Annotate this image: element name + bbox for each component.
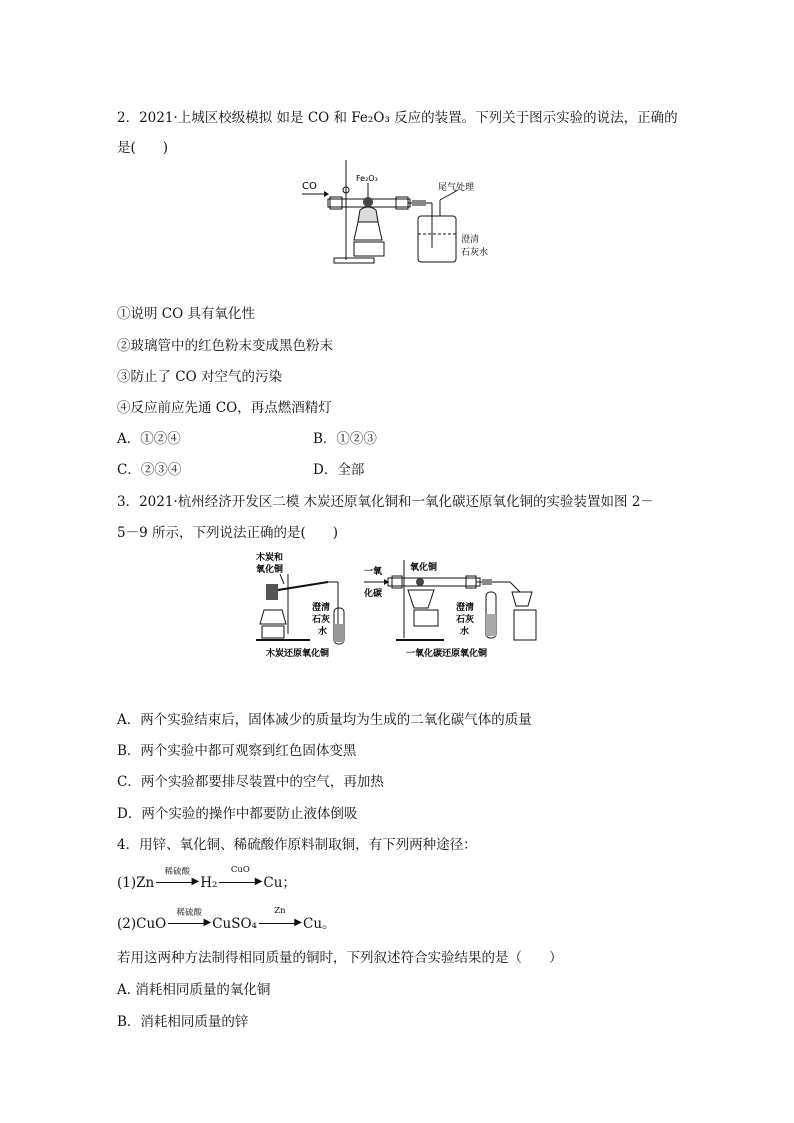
q4-route1-start: (1)Zn bbox=[117, 875, 155, 891]
q3-option-b: B．两个实验中都可观察到红色固体变黑 bbox=[117, 743, 357, 759]
q2-statement-4: ④反应前应先通 CO，再点燃酒精灯 bbox=[117, 400, 332, 416]
q2-option-a: A．①②④ bbox=[117, 431, 181, 447]
q4-route1-arrow2: CuO ▶ bbox=[217, 875, 263, 889]
q4-route1-end: Cu； bbox=[263, 875, 296, 891]
q2-apparatus-figure bbox=[300, 160, 500, 266]
q3-left-caption: 木炭还原氧化铜 bbox=[266, 649, 330, 659]
q3-stem-line1: 3．2021·杭州经济开发区二模 木炭还原氧化铜和一氧化碳还原氧化铜的实验装置如图 2－ bbox=[117, 494, 654, 510]
q4-option-a: A. 消耗相同质量的氧化铜 bbox=[117, 982, 271, 998]
q2-label-tail: 尾气处理 bbox=[438, 183, 475, 193]
q3-right-co2: 化碳 bbox=[364, 589, 383, 599]
q4-route-1 bbox=[117, 865, 296, 891]
q4-route2-end: Cu。 bbox=[302, 916, 336, 932]
q2-statement-1: ①说明 CO 具有氧化性 bbox=[117, 306, 255, 322]
q2-option-b: B．①②③ bbox=[313, 431, 377, 447]
q2-statement-3: ③防止了 CO 对空气的污染 bbox=[117, 369, 282, 385]
q4-route-2 bbox=[117, 906, 336, 932]
q4-stem: 4．用锌、氧化铜、稀硫酸作原料制取铜，有下列两种途径： bbox=[117, 837, 477, 853]
q4-route2-start: (2)CuO bbox=[117, 916, 167, 932]
q4-option-b: B．消耗相同质量的锌 bbox=[117, 1014, 249, 1030]
q4-route2-arrow2: Zn ▶ bbox=[257, 916, 303, 930]
q4-question: 若用这两种方法制得相同质量的铜时，下列叙述符合实验结果的是（ ） bbox=[117, 950, 563, 966]
q3-right-caption: 一氧化碳还原氧化铜 bbox=[406, 649, 488, 659]
q3-option-a: A．两个实验结束后，固体减少的质量均为生成的二氧化碳气体的质量 bbox=[117, 712, 532, 728]
q3-right-lime2: 石灰 bbox=[456, 615, 475, 625]
q2-label-fe2o3: Fe₂O₃ bbox=[356, 174, 378, 183]
q3-left-lime3: 水 bbox=[318, 627, 328, 637]
q2-stem-line2: 是( ) bbox=[117, 140, 169, 156]
q3-right-co1: 一氧 bbox=[364, 567, 383, 577]
q2-option-c: C．②③④ bbox=[117, 462, 182, 478]
q3-apparatus-figure bbox=[248, 548, 548, 662]
q3-right-cuo: 氧化铜 bbox=[410, 563, 438, 573]
q2-option-d: D．全部 bbox=[313, 462, 365, 478]
q4-route1-arrow1: 稀硫酸 ▶ bbox=[154, 875, 200, 889]
q2-label-lime1: 澄清 bbox=[461, 235, 480, 245]
q3-stem-line2: 5－9 所示，下列说法正确的是( ) bbox=[117, 525, 339, 541]
q4-route2-arrow1: 稀硫酸 ▶ bbox=[166, 916, 212, 930]
q2-label-co: CO bbox=[302, 181, 317, 192]
q2-label-lime2: 石灰水 bbox=[461, 248, 489, 258]
q4-route1-mid: H₂ bbox=[200, 875, 218, 891]
q3-right-lime3: 水 bbox=[460, 627, 470, 637]
q4-route2-mid: CuSO₄ bbox=[212, 916, 257, 932]
q3-right-lime1: 澄清 bbox=[456, 603, 475, 613]
q3-left-lime1: 澄清 bbox=[312, 603, 331, 613]
q3-option-d: D．两个实验的操作中都要防止液体倒吸 bbox=[117, 806, 358, 822]
q3-option-c: C．两个实验都要排尽装置中的空气，再加热 bbox=[117, 774, 384, 790]
q2-statement-2: ②玻璃管中的红色粉末变成黑色粉末 bbox=[117, 338, 333, 354]
q3-left-lime2: 石灰 bbox=[312, 615, 331, 625]
q3-left-label1: 木炭和 bbox=[256, 553, 284, 563]
q3-left-label2: 氧化铜 bbox=[256, 565, 284, 575]
q2-stem-line1: 2．2021·上城区校级模拟 如是 CO 和 Fe₂O₃ 反应的装置。下列关于图示实验的说法，正确的 bbox=[117, 110, 678, 126]
